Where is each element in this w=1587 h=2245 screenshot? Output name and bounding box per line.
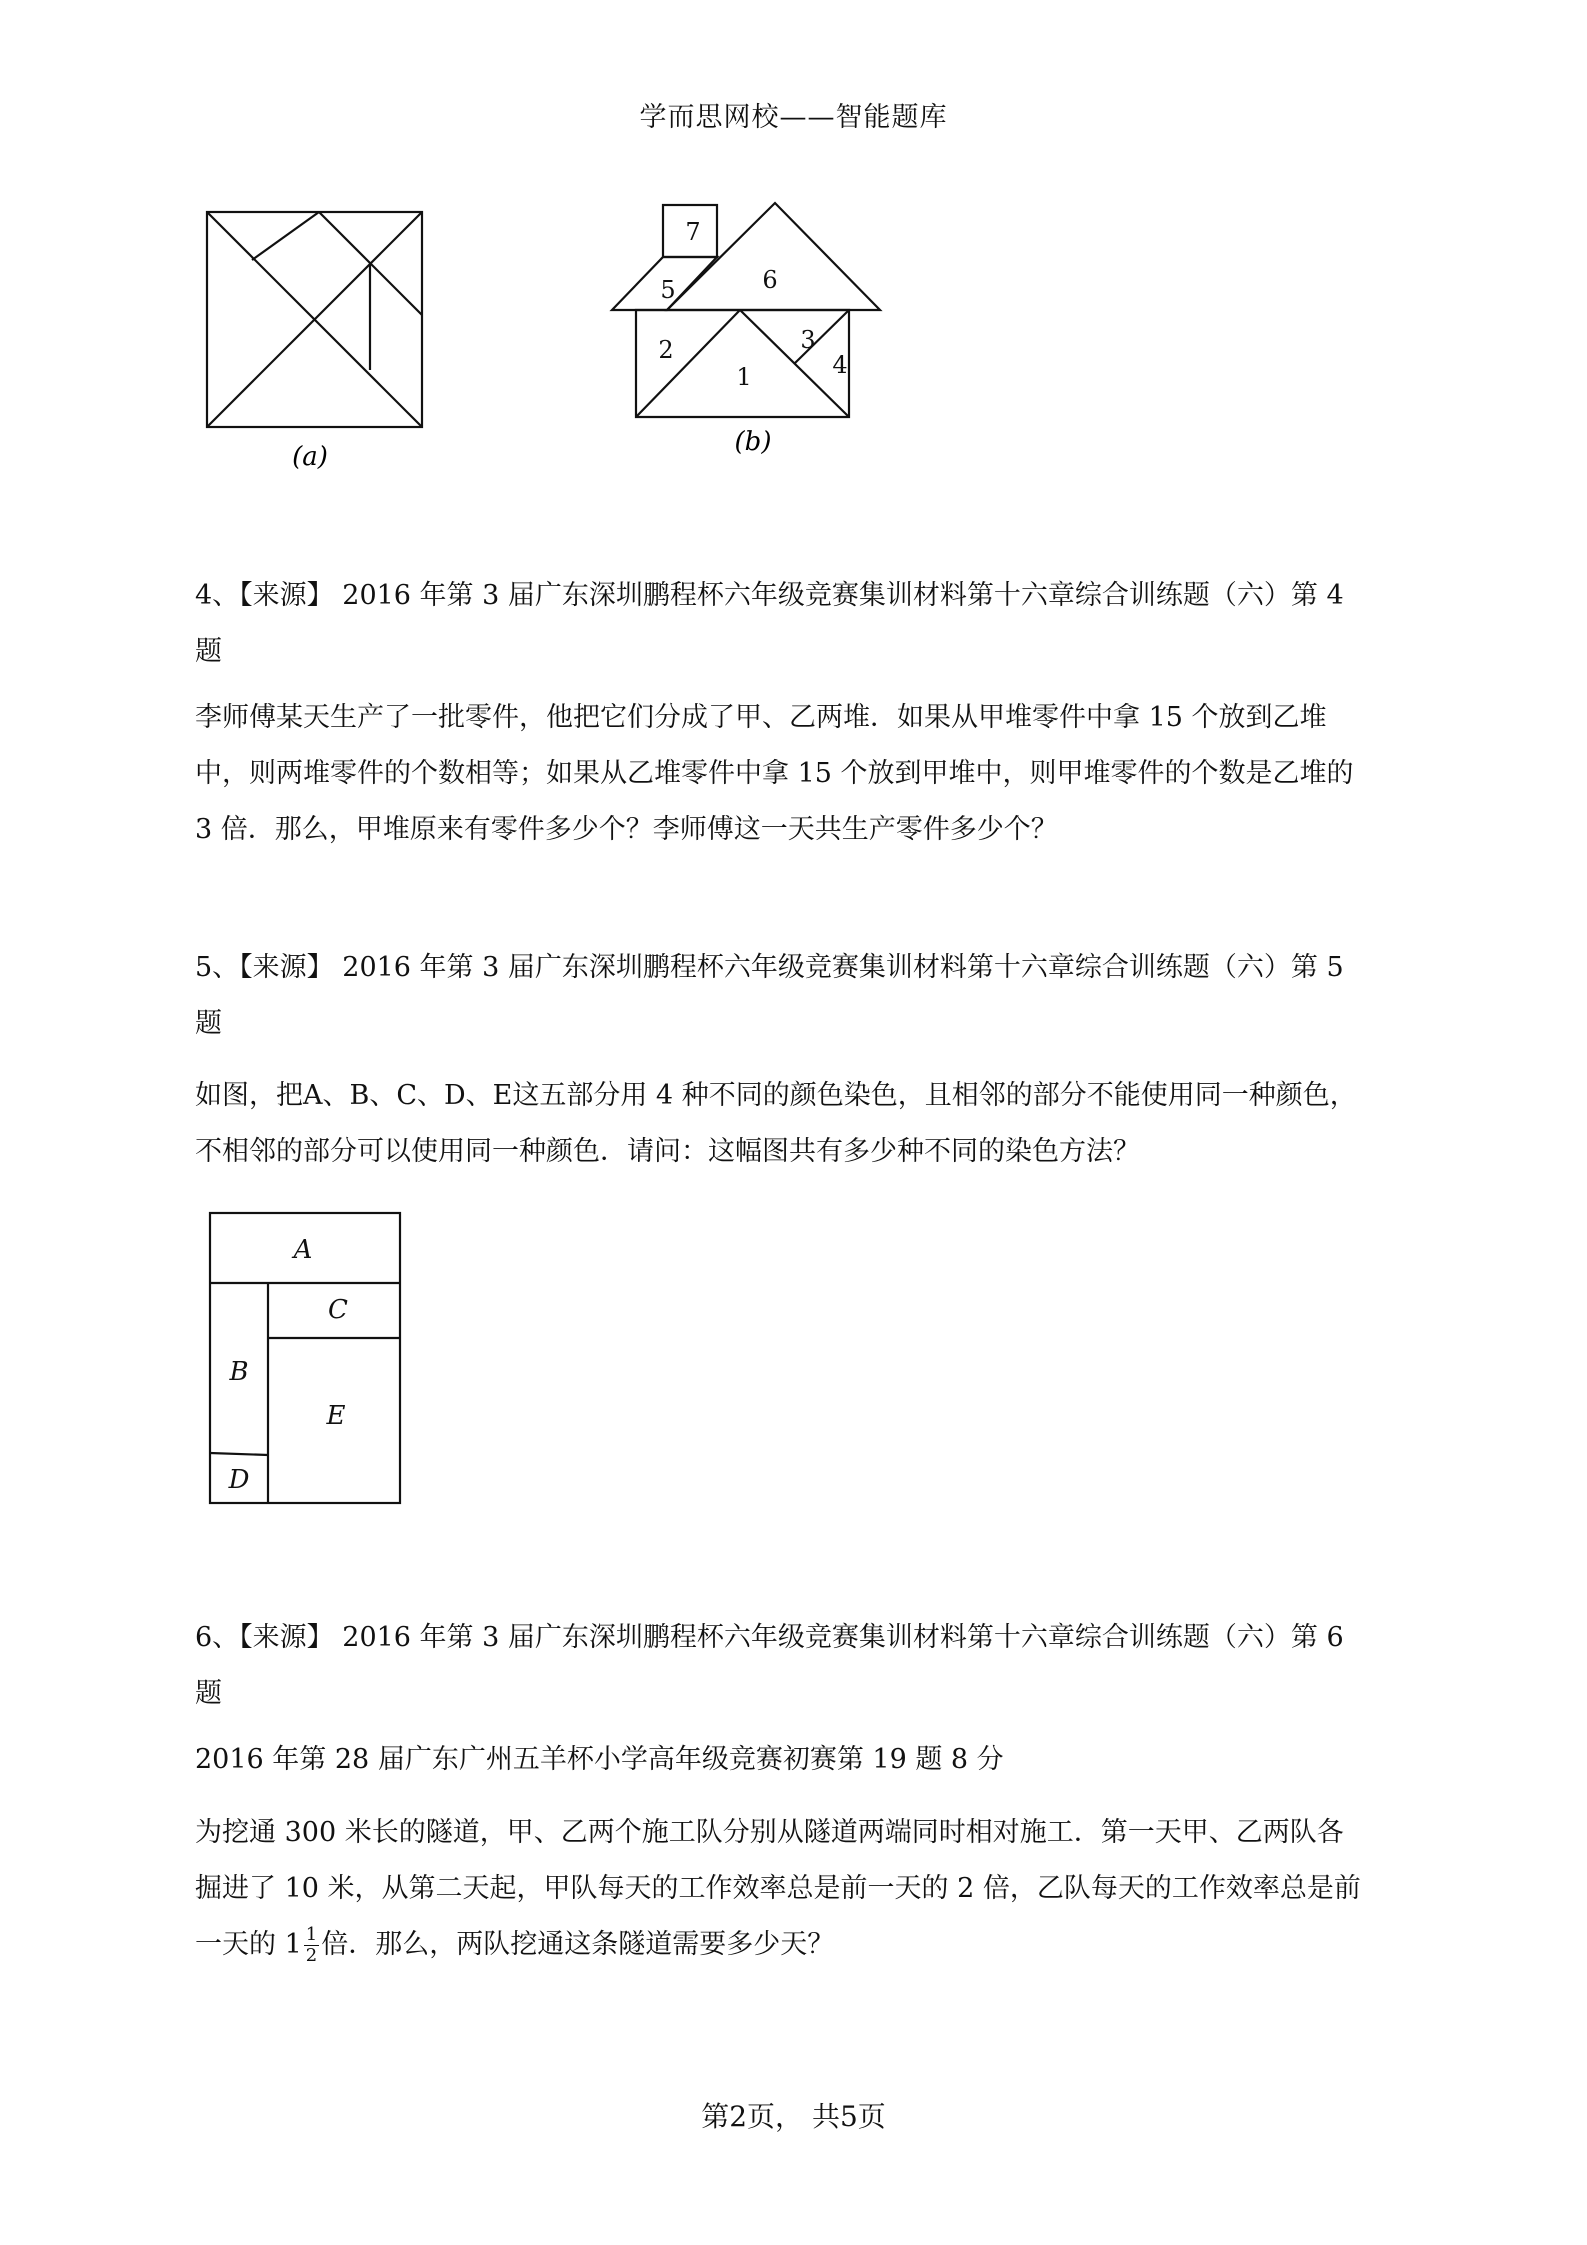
- fraction-numerator: 1: [305, 1924, 318, 1945]
- fraction-denominator: 2: [305, 1945, 318, 1966]
- question-6-body: [195, 1805, 1410, 1973]
- question-5-body: [195, 1068, 1410, 1180]
- question-6-body-line1: 为挖通 300 米长的隧道，甲、乙两个施工队分别从隧道两端同时相对施工．第一天甲、乙两队各: [195, 1817, 1344, 1848]
- mixed-number-fraction: [304, 1925, 319, 1966]
- question-6-last-line-prefix: 一天的 1: [195, 1929, 302, 1960]
- question-5-source: [195, 940, 1405, 1052]
- page-footer-pagination: 第2页， 共5页: [701, 2100, 886, 2133]
- house-label-2: 2: [658, 336, 674, 364]
- tangram-square-caption: (a): [292, 442, 328, 472]
- question-4-body: [195, 690, 1410, 858]
- question-4-source: [195, 568, 1405, 680]
- question-5-body-line2: 不相邻的部分可以使用同一种颜色．请问：这幅图共有多少种不同的染色方法？: [195, 1136, 1140, 1167]
- house-label-3: 3: [800, 326, 816, 354]
- question-4-body-line3: 3 倍．那么，甲堆原来有零件多少个？李师傅这一天共生产零件多少个？: [195, 814, 1058, 845]
- question-4-body-line2: 中，则两堆零件的个数相等；如果从乙堆零件中拿 15 个放到甲堆中，则甲堆零件的个数是乙堆的: [195, 758, 1354, 789]
- question-4-source-line2: 题: [195, 636, 222, 667]
- question-5-body-line1: 如图，把A、B、C、D、E这五部分用 4 种不同的颜色染色，且相邻的部分不能使用同一种颜色，: [195, 1080, 1357, 1111]
- question-6-body-line3: [195, 1917, 1410, 1973]
- question-6-last-line-suffix: 倍．那么，两队挖通这条隧道需要多少天？: [321, 1929, 835, 1960]
- region-label-e: E: [326, 1401, 346, 1431]
- question-4-source-line1: 4、【来源】 2016 年第 3 届广东深圳鹏程杯六年级竞赛集训材料第十六章综合训练题（六）第 4: [195, 580, 1344, 611]
- question-6-source-line3: 2016 年第 28 届广东广州五羊杯小学高年级竞赛初赛第 19 题 8 分: [195, 1744, 1004, 1775]
- region-label-a: A: [293, 1235, 313, 1265]
- house-label-4: 4: [832, 351, 848, 379]
- tangram-square-figure: [195, 200, 445, 480]
- coloring-regions-figure: [205, 1208, 415, 1508]
- house-label-6: 6: [762, 266, 778, 294]
- question-6-body-line2: 掘进了 10 米，从第二天起，甲队每天的工作效率总是前一天的 2 倍，乙队每天的工作效率总是前: [195, 1873, 1361, 1904]
- question-5-source-line1: 5、【来源】 2016 年第 3 届广东深圳鹏程杯六年级竞赛集训材料第十六章综合训练题（六）第 5: [195, 952, 1344, 983]
- tangram-house-figure: [600, 195, 890, 470]
- question-5-source-line2: 题: [195, 1008, 222, 1039]
- region-label-d: D: [228, 1465, 250, 1495]
- house-label-7: 7: [685, 218, 701, 246]
- question-6-source-line2: 题: [195, 1678, 222, 1709]
- region-label-b: B: [229, 1357, 249, 1387]
- question-6-source-extra: [195, 1732, 1405, 1788]
- region-label-c: C: [328, 1295, 348, 1325]
- house-label-5: 5: [660, 276, 676, 304]
- page-header-title: 学而思网校——智能题库: [639, 102, 948, 133]
- tangram-house-caption: (b): [734, 427, 772, 457]
- question-6-source-line1: 6、【来源】 2016 年第 3 届广东深圳鹏程杯六年级竞赛集训材料第十六章综合训练题（六）第 6: [195, 1622, 1344, 1653]
- question-4-body-line1: 李师傅某天生产了一批零件，他把它们分成了甲、乙两堆．如果从甲堆零件中拿 15 个放到乙堆: [195, 702, 1327, 733]
- question-6-source: [195, 1610, 1405, 1722]
- house-label-1: 1: [736, 363, 752, 391]
